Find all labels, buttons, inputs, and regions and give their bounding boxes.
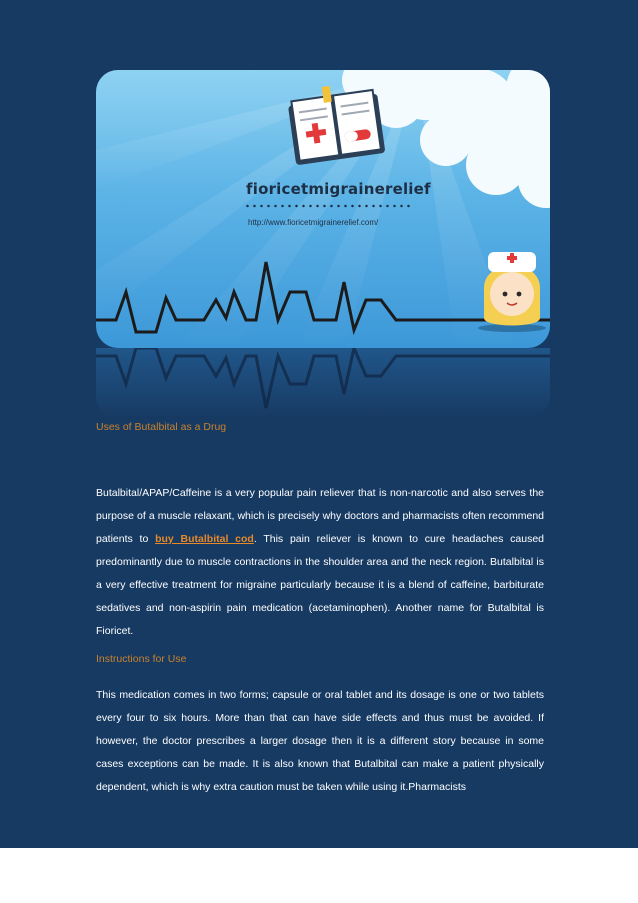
paragraph-uses [96,482,544,643]
brand-url: http://www.fioricetmigrainerelief.com/ [248,218,379,227]
page-bottom-margin [0,848,638,903]
dotted-divider [244,204,412,208]
banner-illustration [96,70,550,348]
site-banner [96,70,550,348]
banner-reflection [96,348,550,418]
buy-butalbital-link[interactable]: buy Butalbital cod [155,533,254,545]
paragraph-text: Butalbital/APAP/Caffeine is a very popular pain reliever that is non-narcotic and also serves the purpose of a muscle relaxant, which is precisely why doctors and pharmacists often recommend patients to [96,487,544,545]
brand-name: fioricetmigrainerelief [246,180,431,198]
paragraph-text: . This pain reliever is known to cure headaches caused predominantly due to muscle contractions in the shoulder area and the neck region. Butalbital is a very effective treatment for migraine particularly because it is a blend of caffeine, barbiturate sedatives and non-aspirin pain medication (acetaminophen). Another name for Butalbital is Fioricet. [96,533,545,637]
section-heading-instructions: Instructions for Use [96,653,187,665]
heartbeat-reflection-graphic [96,348,550,418]
section-heading-uses: Uses of Butalbital as a Drug [96,421,227,433]
paragraph-instructions: This medication comes in two forms; capsule or oral tablet and its dosage is one or two tablets every four to six hours. More than that can have side effects and thus must be avoided. If however, the doctor prescribes a larger dosage then it is a different story because in some cases exceptions can be made. It is also known that Butalbital can make a patient physically dependent, which is why extra caution must be taken while using it.Pharmacists [96,689,544,793]
nurse-avatar-icon [478,252,546,332]
